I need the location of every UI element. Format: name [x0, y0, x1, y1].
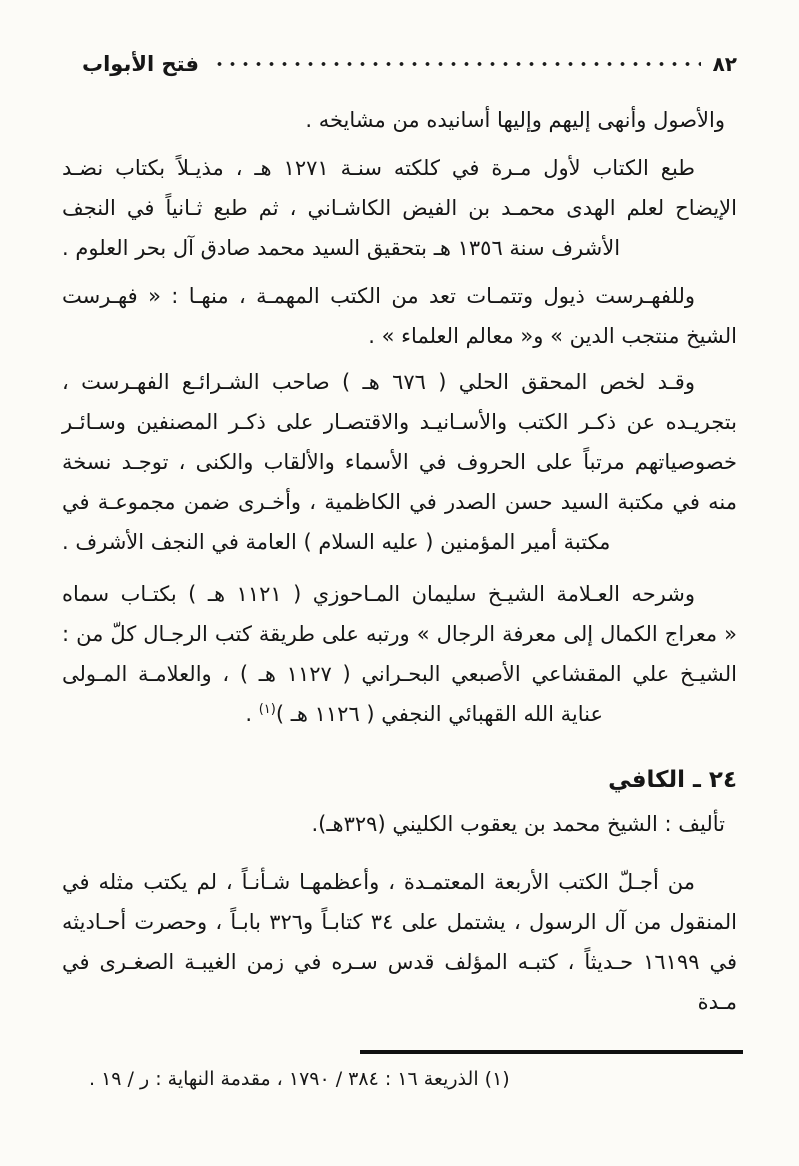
footnote-marker: (١): [258, 702, 276, 717]
dotted-leader: [213, 46, 701, 82]
text-line: مكتبة أمير المؤمنين ( عليه السلام ) العامة في النجف الأشرف .: [62, 530, 611, 554]
text-line: « معراج الكمال إلى معرفة الرجال » ورتبه على طريقة كتب الرجـال كلّ من :: [62, 622, 737, 646]
text-segment: .: [245, 702, 259, 726]
text-line: بتجريـده عن ذكـر الكتب والأسـانيـد والاقتصـار على ذكـر المصنفين وسـائـر: [62, 410, 737, 434]
running-header: [62, 46, 737, 82]
para-appendices: [62, 276, 737, 356]
para-continuation: [62, 100, 737, 140]
text-line: [62, 694, 603, 734]
text-column: [62, 100, 737, 1022]
text-line: وللفهـرست ذيول وتتمـات تعد من الكتب المهمـة ، منهـا : « فهـرست: [62, 284, 695, 308]
page-number: ٨٢: [712, 52, 737, 76]
text-line: ٢٤ ـ الكافي: [608, 767, 737, 793]
text-line: من أجـلّ الكتب الأربعة المعتمـدة ، وأعظمهـا شـأنـاً ، لم يكتب مثله في: [62, 870, 695, 894]
text-line: منه في مكتبة السيد حسن الصدر في الكاظمية ، وأخـرى ضمن مجموعـة في: [62, 490, 737, 514]
para-alkafi-description: [62, 862, 737, 1022]
text-line: الشيخ منتجب الدين » و« معالم العلماء » .: [368, 324, 737, 348]
section-heading-24-alkafi: [62, 760, 737, 800]
book-title: فتح الأبواب: [82, 52, 199, 76]
text-line: الشيـخ علي المقشاعي الأصبعي البحـراني ( ١١٢٧ هـ ) ، والعلامـة المـولى: [62, 662, 737, 686]
text-line: تأليف : الشيخ محمد بن يعقوب الكليني (٣٢٩هـ).: [311, 812, 725, 836]
text-line: في ١٦١٩٩ حـديثاً ، كتبـه المؤلف قدس سـره في زمن الغيبـة الصغـرى في مـدة: [62, 950, 738, 1014]
para-author: [62, 804, 737, 844]
para-printing-history: [62, 148, 737, 268]
text-line: خصوصياتهم مرتباً على الحروف في الأسماء والألقاب والكنى ، توجـد نسخة: [62, 450, 737, 474]
text-line: وشرحه العـلامة الشيـخ سليمان المـاحوزي ( ١١٢١ هـ ) بكتـاب سماه: [62, 582, 695, 606]
para-sharh: [62, 574, 737, 734]
text-line: وقـد لخص المحقق الحلي ( ٦٧٦ هـ ) صاحب الشـرائـع الفهـرست ،: [62, 370, 695, 394]
text-line: المنقول من آل الرسول ، يشتمل على ٣٤ كتابـاً و٣٢٦ بابـاً ، وحصرت أحـاديثه: [62, 910, 738, 934]
text-line: الإيضاح لعلم الهدى محمـد بن الفيض الكاشـاني ، ثم طبع ثـانياً في النجف: [62, 196, 737, 220]
footnote-text: (١) الذريعة ١٦ : ٣٨٤ / ١٧٩٠ ، مقدمة النهاية : ر / ١٩ .: [89, 1068, 510, 1090]
text-segment: عناية الله القهبائي النجفي ( ١١٢٦ هـ ): [275, 702, 603, 726]
text-line: طبع الكتاب لأول مـرة في كلكته سنـة ١٢٧١ هـ ، مذيـلاً بكتاب نضـد: [62, 156, 696, 180]
footnote-separator: [360, 1050, 743, 1054]
para-muhaqqiq-summary: [62, 362, 737, 562]
text-line: الأشرف سنة ١٣٥٦ هـ بتحقيق السيد محمد صادق آل بحر العلوم .: [62, 236, 621, 260]
text-line: والأصول وأنهى إليهم وإليها أسانيده من مشايخه .: [305, 108, 725, 132]
